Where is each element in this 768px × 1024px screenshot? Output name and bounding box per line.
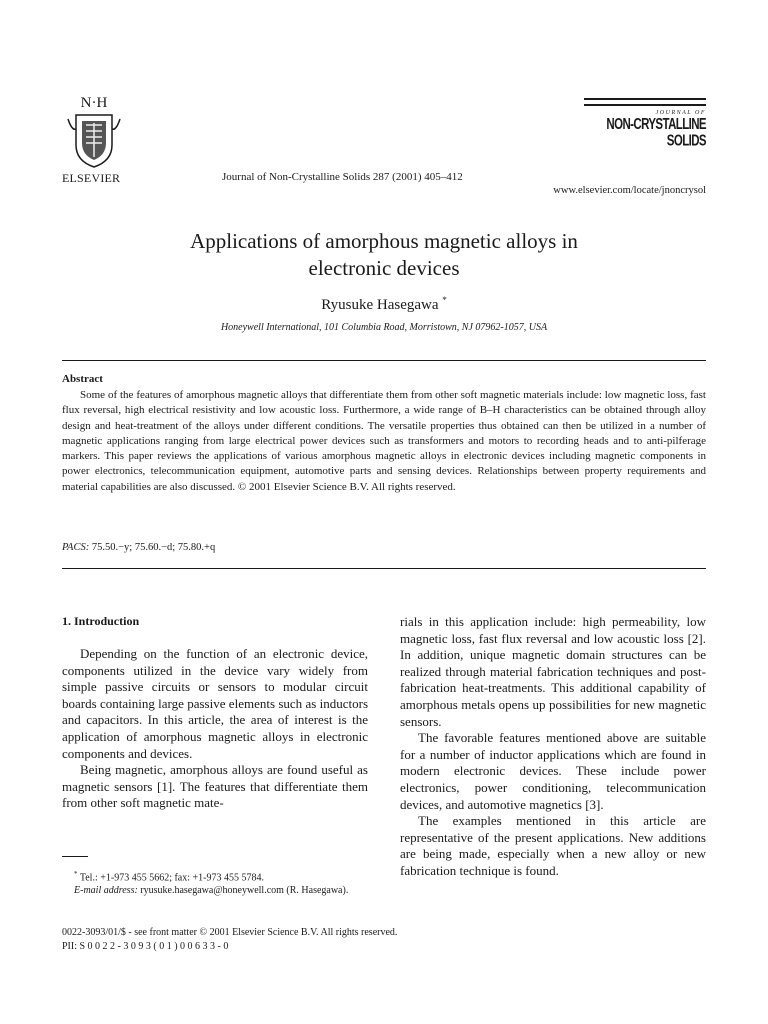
- masthead-rule: [584, 104, 706, 106]
- journal-masthead: [584, 98, 706, 150]
- author-affiliation: Honeywell International, 101 Columbia Road, Morristown, NJ 07962-1057, USA: [220, 322, 548, 333]
- publisher-name: ELSEVIER: [62, 171, 121, 185]
- paragraph: Depending on the function of an electronic device, components utilized in the device vary widely from simple passive circuits or sensors to modular circuit boards containing large passive elements such as inductors and capacitors. In this article, the area of interest is the application of amorphous magnetic alloys in electronic components and devices.: [62, 646, 368, 761]
- section-heading-introduction: 1. Introduction: [62, 614, 140, 628]
- footnote-contact: [62, 868, 368, 884]
- logo-text: N·H: [80, 95, 108, 111]
- journal-name: NON-CRYSTALLINE SOLIDS: [606, 117, 706, 150]
- author-footnote: [62, 868, 368, 897]
- pii-line: PII: S 0 0 2 2 - 3 0 9 3 ( 0 1 ) 0 0 6 3 3 - 0: [62, 940, 229, 952]
- journal-url[interactable]: www.elsevier.com/locate/jnoncrysol: [553, 185, 706, 196]
- pacs-label: PACS:: [62, 542, 90, 553]
- right-column: [400, 614, 706, 880]
- author-name: Ryusuke Hasegawa: [321, 297, 439, 313]
- footnote-rule: [62, 856, 88, 857]
- abstract-bottom-rule: [62, 568, 706, 569]
- left-column: [62, 646, 368, 812]
- elsevier-logo: [62, 95, 126, 169]
- pacs-codes: [62, 542, 215, 553]
- title-line-2: electronic devices: [308, 256, 460, 280]
- paragraph: The examples mentioned in this article are representative of the present applications. New additions are being made, especially when a new alloy or new fabrication technique is found.: [400, 813, 706, 878]
- copyright-block: [62, 926, 397, 953]
- paragraph: rials in this application include: high permeability, low magnetic loss, fast flux reversal and low acoustic loss [2]. In addition, unique magnetic domain structures can be realized through material fabrication techniques and post-fabrication heat-treatments. This additional capability of amorphous metals opens up possibilities for new magnetic sensors.: [400, 614, 706, 729]
- tree-emblem-icon: [62, 111, 126, 169]
- abstract-text: Some of the features of amorphous magnetic alloys that differentiate them from other soft magnetic materials include: low magnetic loss, fast flux reversal, high electrical resistivity and low acoustic loss. Furthermore, a wide range of B–H characteristics can be obtained through alloy design and heat-treatment of the alloys under different conditions. The versatile properties thus obtained can then be utilized in a number of magnetic applications ranging from large electrical power devices such as transformers and motors to recording heads and to anti-pilferage markers. This paper reviews the applications of various amorphous magnetic alloys in electronic devices including magnetic components in power electronics, telecommunication equipment, automotive parts and sensing devices. Relationships between property requirements and material capabilities are also discussed. © 2001 Elsevier Science B.V. All rights reserved.: [62, 389, 706, 493]
- masthead-rule: [584, 98, 706, 100]
- paragraph: Being magnetic, amorphous alloys are found useful as magnetic sensors [1]. The features that differentiate them from other soft magnetic mate-: [62, 762, 368, 811]
- footnote-mark: *: [74, 870, 78, 878]
- author-line: [0, 295, 768, 314]
- journal-citation: Journal of Non-Crystalline Solids 287 (2001) 405–412: [222, 171, 463, 183]
- paragraph: The favorable features mentioned above are suitable for a number of inductor applications which are found in modern electronic devices. These include power electronics, power conditioning, telecommunication devices, and automotive magnetics [3].: [400, 730, 706, 812]
- copyright-line: 0022-3093/01/$ - see front matter © 2001 Elsevier Science B.V. All rights reserved.: [62, 927, 398, 938]
- journal-of-label: JOURNAL OF: [655, 110, 706, 116]
- footnote-tel: Tel.: +1-973 455 5662; fax: +1-973 455 5784.: [79, 872, 264, 884]
- email-label: E-mail address:: [74, 885, 138, 897]
- pacs-values: 75.50.−y; 75.60.−d; 75.80.+q: [91, 542, 216, 553]
- abstract-top-rule: [62, 360, 706, 361]
- article-title: [0, 228, 768, 282]
- author-footnote-mark[interactable]: *: [442, 295, 447, 305]
- footnote-email-line: [62, 884, 368, 897]
- abstract-heading: Abstract: [62, 373, 103, 385]
- title-line-1: Applications of amorphous magnetic alloys in: [190, 229, 578, 253]
- email-value[interactable]: ryusuke.hasegawa@honeywell.com (R. Hasegawa).: [140, 885, 349, 897]
